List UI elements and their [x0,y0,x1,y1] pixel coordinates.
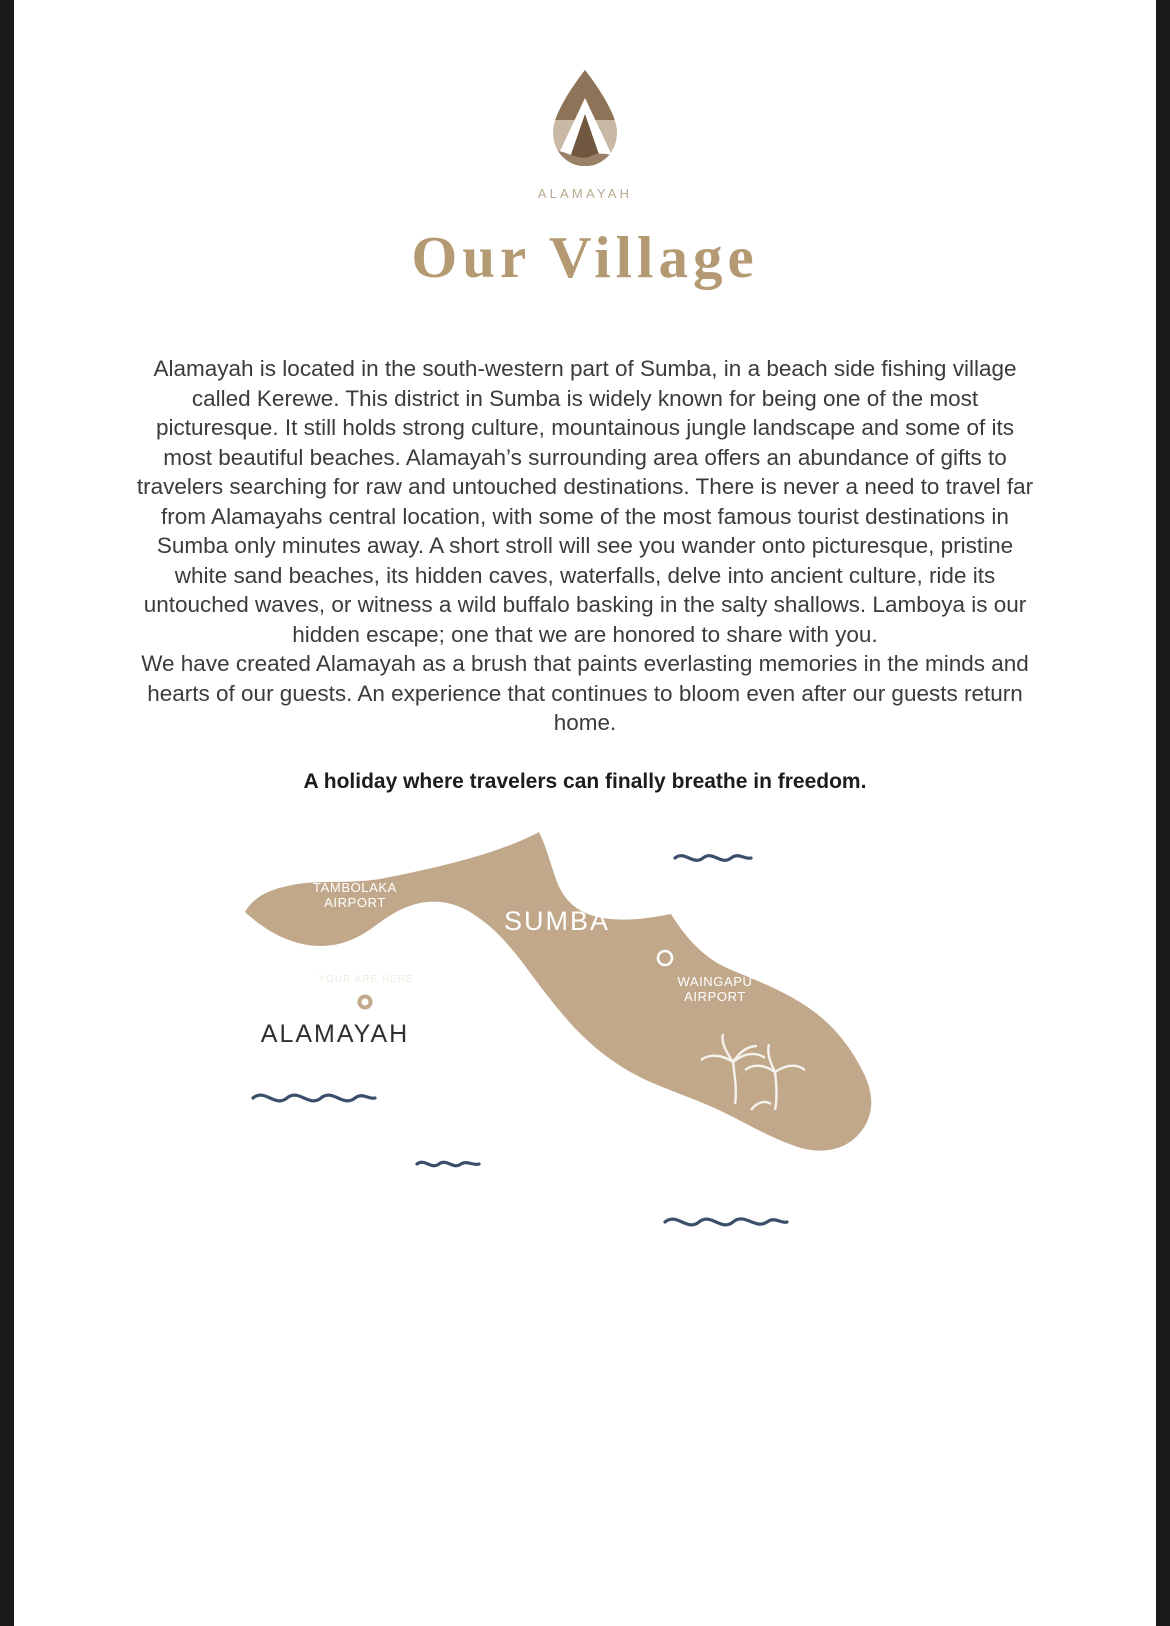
sumba-map [235,822,935,1292]
map-illustration [235,822,935,1292]
map-island-label: SUMBA [503,905,611,936]
map-airport-tambolaka: TAMBOLAKA AIRPORT [313,879,397,910]
document-page [14,0,1156,1626]
paragraph-2: We have created Alamayah as a brush that paints everlasting memories in the minds and hearts of our guests. An experience that continues to bloom even after our guests return home. [141,651,1029,735]
page-title: Our Village [411,224,759,290]
alamayah-droplet-mountain-logo-icon [539,68,631,176]
page-edge-right [1156,0,1170,1626]
body-copy [133,354,1038,738]
map-airport-waingapu: WAINGAPU AIRPORT [677,973,753,1004]
map-resort-label: ALAMAYAH [260,1019,410,1048]
page-edge-left [0,0,14,1626]
location-pin-icon [314,857,328,871]
tagline: A holiday where travelers can finally breathe in freedom. [303,769,867,793]
brand-logo [485,68,685,201]
paragraph-1: Alamayah is located in the south-western part of Sumba, in a beach side fishing village called Kerewe. This district in Sumba is widely known for being one of the most picturesque. It still holds strong culture, mountainous jungle landscape and some of its most beautiful beaches. Alamayah’s surrounding area offers an abundance of gifts to travelers searching for raw and untouched destinations. There is never a need to travel far from Alamayahs central location, with some of the most famous tourist destinations in Sumba only minutes away. A short stroll will see you wander onto picturesque, pristine white sand beaches, its hidden caves, waterfalls, delve into ancient culture, ride its untouched waves, or witness a wild buffalo basking in the salty shallows. Lamboya is our hidden escape; one that we are honored to share with you. [136,356,1034,647]
brand-wordmark: ALAMAYAH [537,186,633,201]
map-you-are-here-label: YOUR ARE HERE [318,973,414,985]
